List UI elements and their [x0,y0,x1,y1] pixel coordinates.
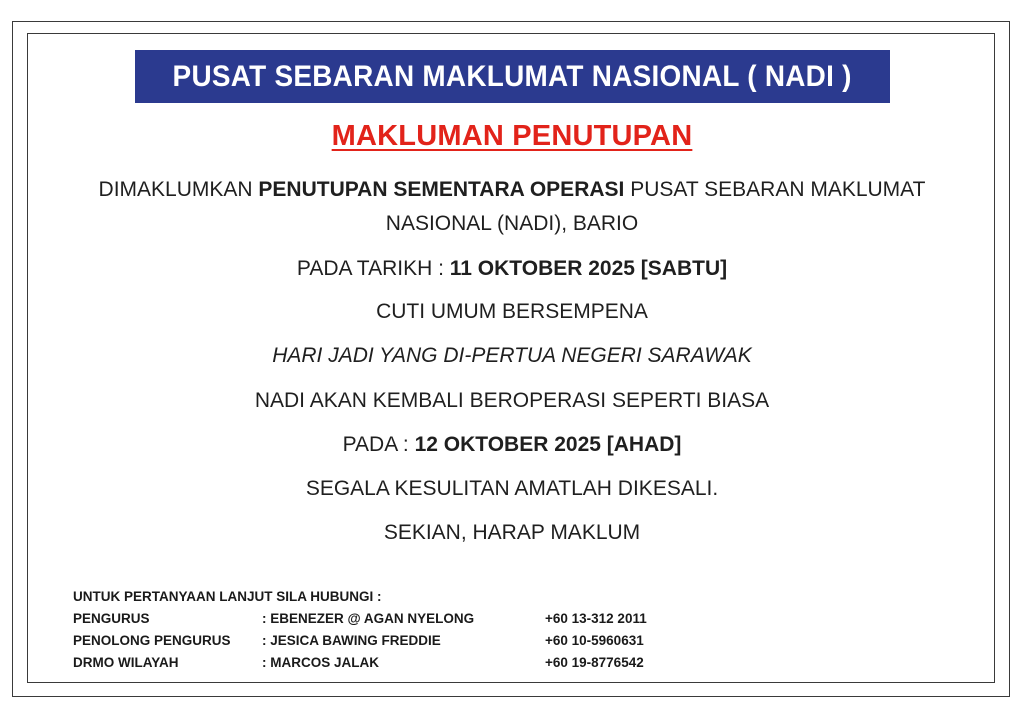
contact-role: DRMO WILAYAH [73,655,179,670]
holiday-name: HARI JADI YANG DI-PERTUA NEGERI SARAWAK [272,344,752,367]
contact-name: : EBENEZER @ AGAN NYELONG [262,611,475,626]
closure-date-line [0,257,1024,281]
announcement-prefix: DIMAKLUMKAN [98,178,259,201]
contact-name: : MARCOS JALAK [262,655,379,670]
resume-date-value: 12 OKTOBER 2025 [AHAD] [414,433,682,456]
contact-section [73,586,647,674]
closing-line: SEKIAN, HARAP MAKLUM [383,521,641,544]
contact-row [73,608,647,630]
holiday-line: CUTI UMUM BERSEMPENA [376,300,648,323]
contact-phone: +60 13-312 2011 [545,611,647,626]
contact-role: PENGURUS [73,611,150,626]
contact-row [73,652,644,674]
announcement-line-1 [0,178,1024,202]
closure-date-label: PADA TARIKH : [296,257,450,280]
banner-title: PUSAT SEBARAN MAKLUMAT NASIONAL ( NADI ) [172,59,853,93]
header-banner [135,50,890,103]
contact-heading: UNTUK PERTANYAAN LANJUT SILA HUBUNGI : [73,589,382,604]
contact-phone: +60 10-5960631 [545,633,644,648]
resume-date-line [0,433,1024,457]
apology-line: SEGALA KESULITAN AMATLAH DIKESALI. [305,477,719,500]
contact-row [73,630,644,652]
closure-date-value: 11 OKTOBER 2025 [SABTU] [449,257,728,280]
notice-title: MAKLUMAN PENUTUPAN [331,120,693,152]
resume-date-label: PADA : [342,433,415,456]
announcement-emphasis: PENUTUPAN SEMENTARA OPERASI [258,178,625,201]
announcement-line-2: NASIONAL (NADI), BARIO [385,212,639,235]
contact-name: : JESICA BAWING FREDDIE [262,633,441,648]
contact-role: PENOLONG PENGURUS [73,633,231,648]
contact-phone: +60 19-8776542 [545,655,644,670]
resume-line: NADI AKAN KEMBALI BEROPERASI SEPERTI BIASA [254,389,770,412]
announcement-suffix: PUSAT SEBARAN MAKLUMAT [624,178,926,201]
